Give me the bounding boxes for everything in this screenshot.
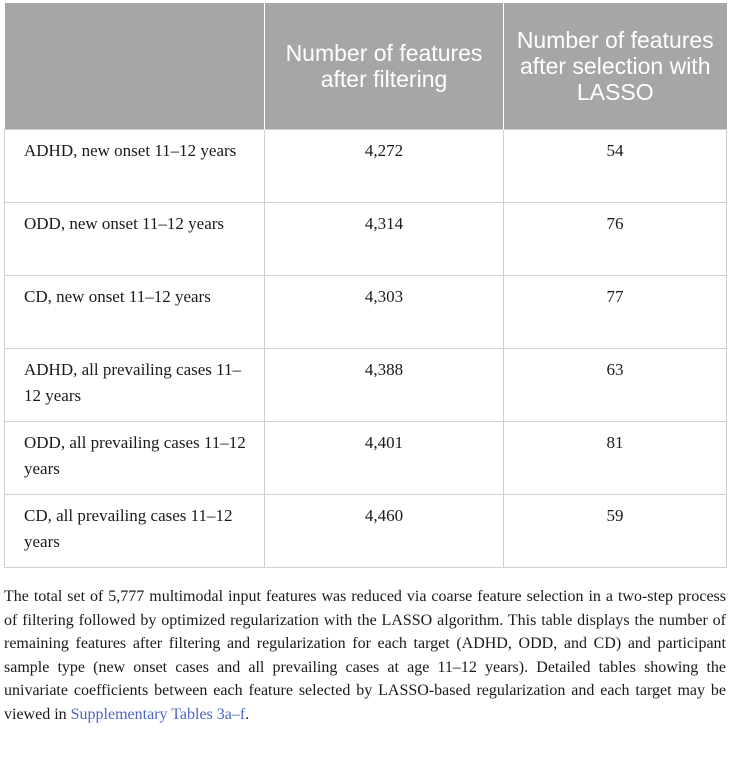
- header-cell-after-filtering: Number of features after filtering: [265, 3, 504, 130]
- after-filtering-value: 4,303: [265, 276, 504, 349]
- after-lasso-value: 81: [504, 422, 727, 495]
- footnote-text: The total set of 5,777 multimodal input features was reduced via coarse feature selection in a two-step process of filtering followed by optimized regularization with the LASSO algorithm. This table displays the number of remaining features after filtering and regularization for each target (ADHD, ODD, and CD) and participant sample type (new onset cases and all prevailing cases at age 11–12 years). Detailed tables showing the univariate coefficients between each feature selected by LASSO-based regularization and each target may be viewed in: [4, 588, 726, 723]
- table-body: [5, 130, 727, 568]
- table-row: [5, 349, 727, 422]
- after-filtering-value: 4,460: [265, 495, 504, 568]
- data-table-container: [4, 3, 726, 568]
- after-lasso-value: 77: [504, 276, 727, 349]
- row-label: CD, new onset 11–12 years: [5, 276, 265, 349]
- row-label: ADHD, new onset 11–12 years: [5, 130, 265, 203]
- table-header: [5, 3, 727, 130]
- after-lasso-value: 76: [504, 203, 727, 276]
- after-filtering-value: 4,388: [265, 349, 504, 422]
- supplementary-tables-link[interactable]: Supplementary Tables 3a–f: [70, 705, 246, 723]
- after-filtering-value: 4,314: [265, 203, 504, 276]
- row-label: ODD, new onset 11–12 years: [5, 203, 265, 276]
- after-filtering-value: 4,272: [265, 130, 504, 203]
- table-row: [5, 276, 727, 349]
- table-row: [5, 422, 727, 495]
- after-lasso-value: 63: [504, 349, 727, 422]
- row-label: ODD, all prevailing cases 11–12 years: [5, 422, 265, 495]
- after-lasso-value: 59: [504, 495, 727, 568]
- footnote-end: .: [245, 705, 250, 723]
- header-cell-after-lasso: Number of features after selection with LASSO: [504, 3, 727, 130]
- table-row: [5, 495, 727, 568]
- row-label: CD, all prevailing cases 11–12 years: [5, 495, 265, 568]
- row-label: ADHD, all prevailing cases 11–12 years: [5, 349, 265, 422]
- header-row: [5, 3, 727, 130]
- table-row: [5, 130, 727, 203]
- table-row: [5, 203, 727, 276]
- header-cell-label: [5, 3, 265, 130]
- after-lasso-value: 54: [504, 130, 727, 203]
- features-table: [4, 3, 727, 568]
- after-filtering-value: 4,401: [265, 422, 504, 495]
- table-footnote: [4, 585, 726, 726]
